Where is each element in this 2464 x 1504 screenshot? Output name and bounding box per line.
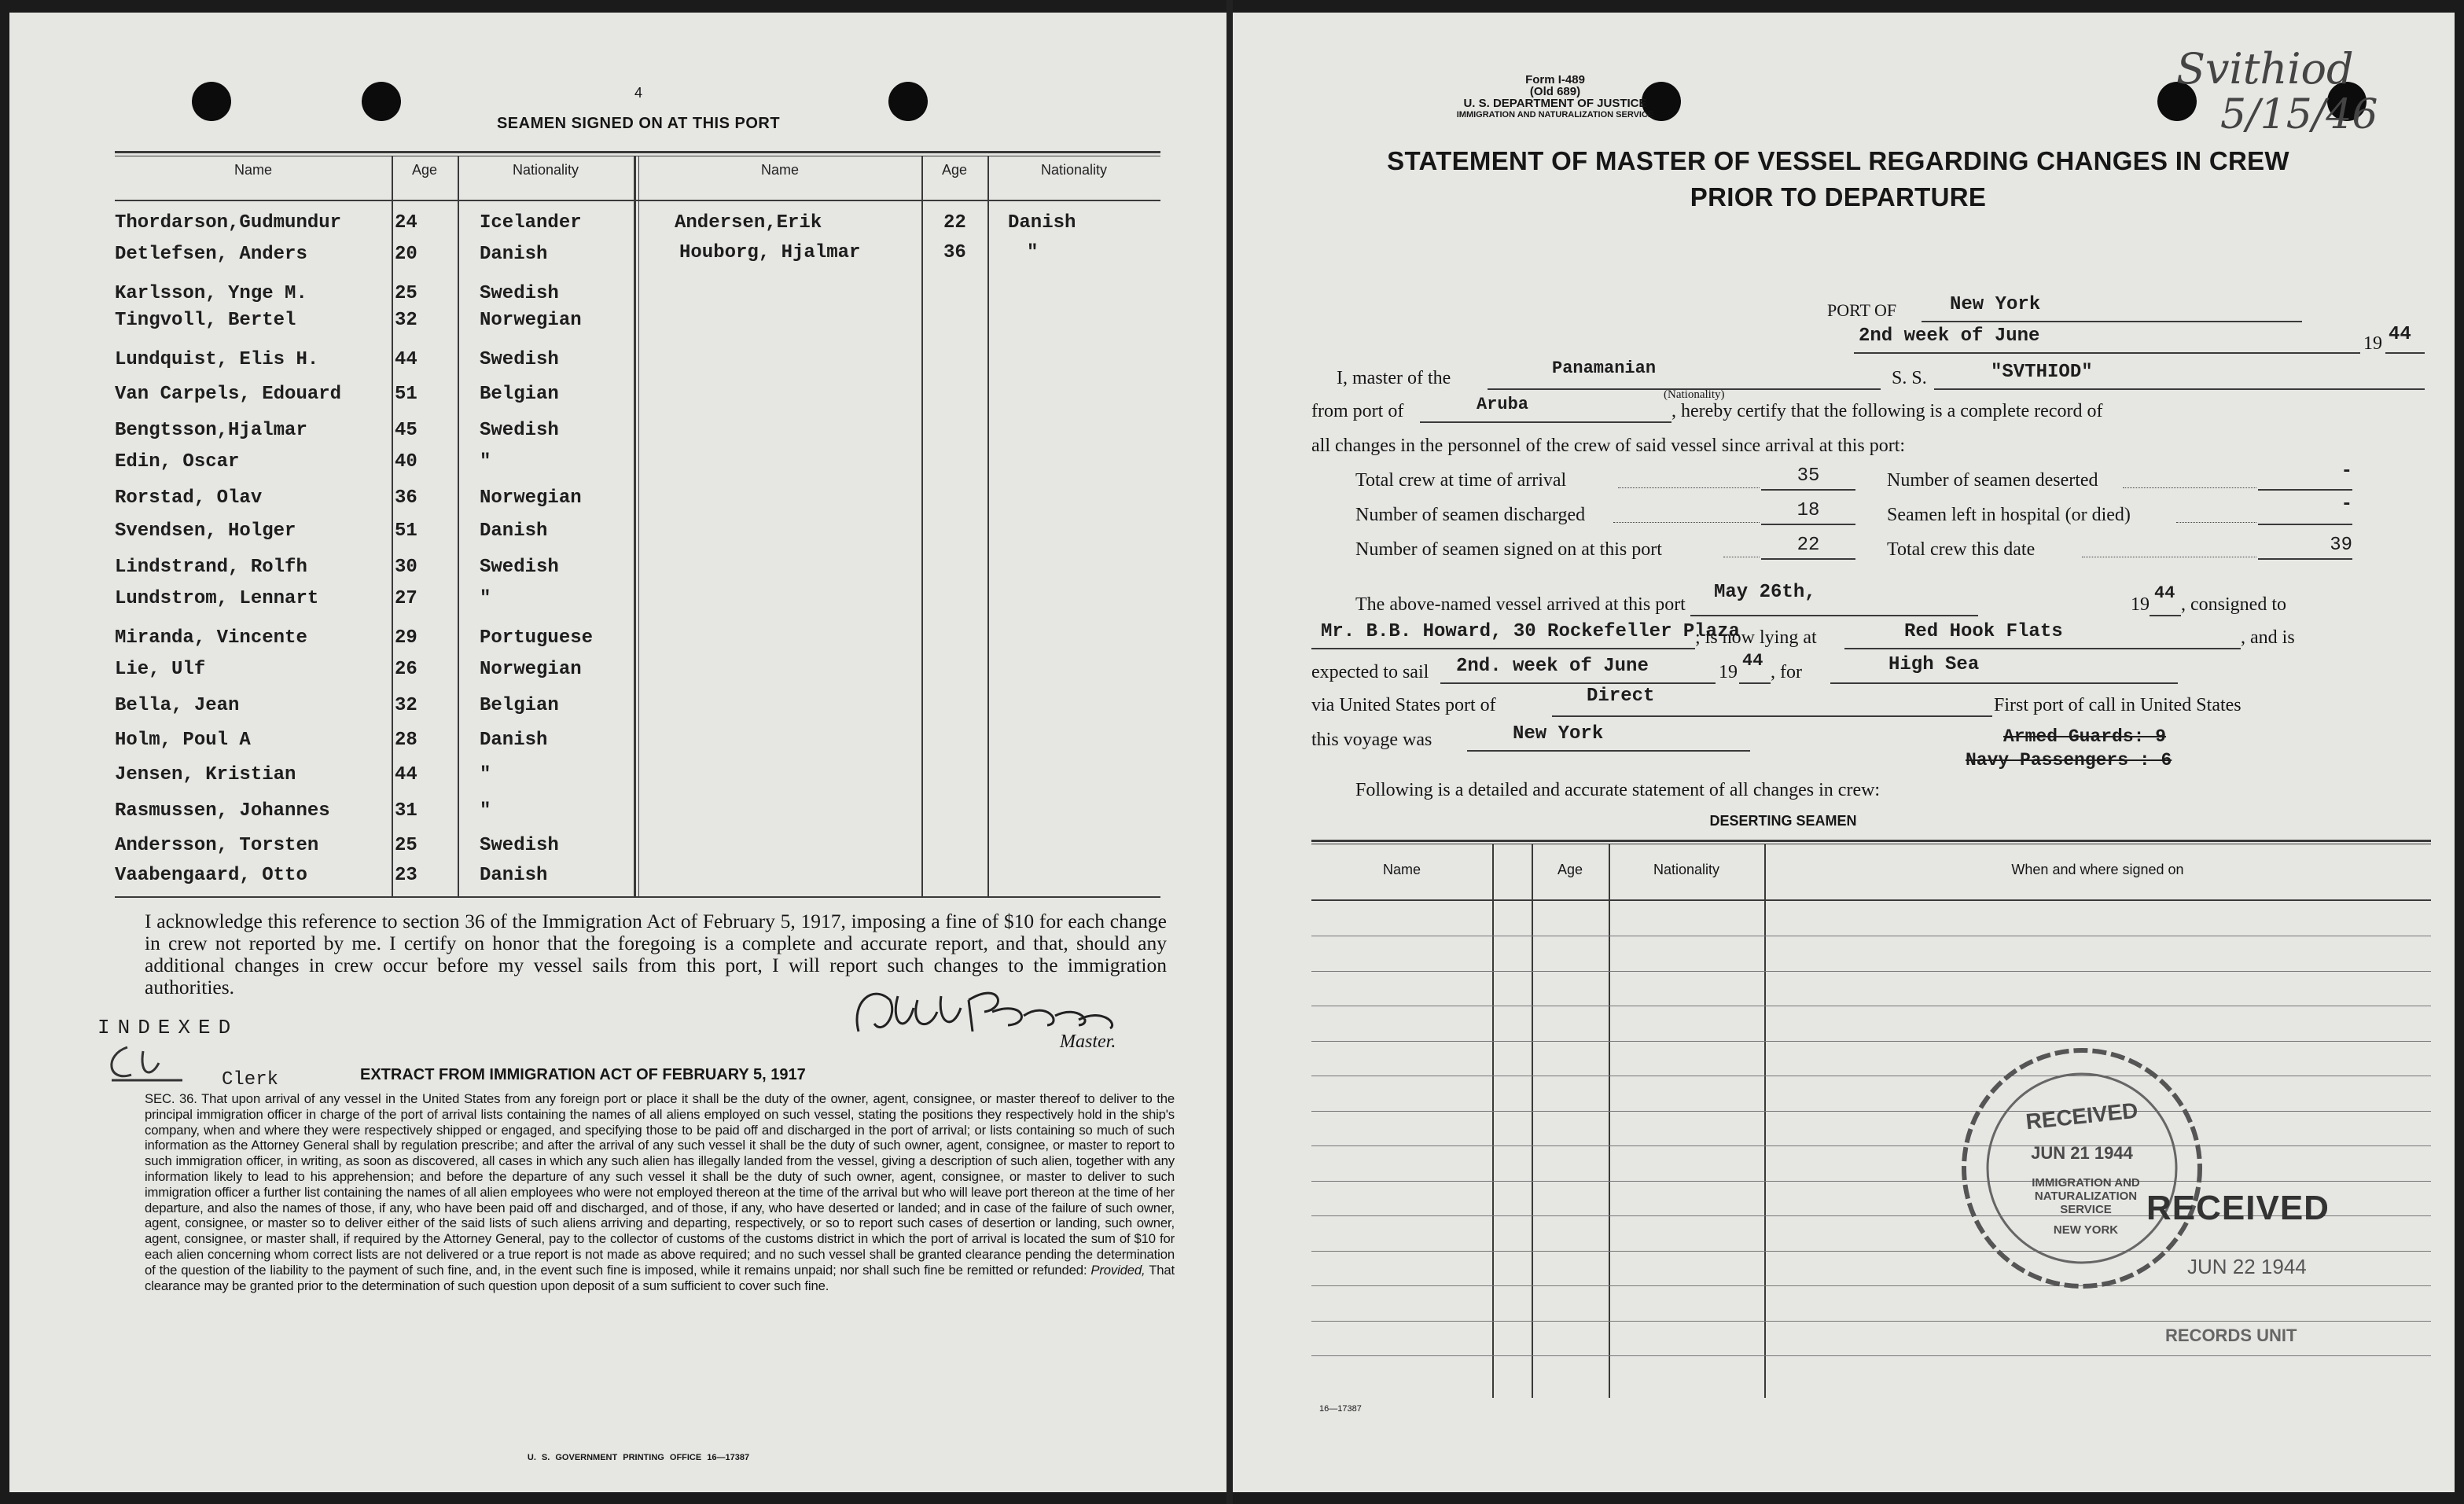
desert-header-name: Name — [1382, 862, 1421, 877]
crew-nationality: Swedish — [480, 835, 559, 856]
year-value: 44 — [2389, 324, 2411, 345]
crew-nationality: Danish — [480, 730, 548, 751]
for-value: High Sea — [1888, 654, 1980, 675]
table-row — [115, 415, 1160, 447]
title-line-2: PRIOR TO DEPARTURE — [1690, 182, 1987, 211]
header-nationality: Nationality — [512, 162, 579, 178]
header-nationality-2: Nationality — [1040, 162, 1108, 178]
date-value: 2nd week of June — [1859, 325, 2040, 347]
crew-nationality: Norwegian — [480, 487, 582, 509]
crew-nationality: Icelander — [480, 212, 582, 234]
table-row — [115, 208, 1160, 239]
table-row — [115, 796, 1160, 827]
extract-text — [145, 1091, 1175, 1293]
crew-age: 45 — [395, 420, 417, 441]
header-name-2: Name — [760, 162, 799, 178]
crew-age: 27 — [395, 588, 417, 609]
navy-passengers: Navy Passengers : 6 — [1966, 750, 2172, 770]
arrived-year-prefix: 19 — [2131, 594, 2150, 615]
crew-name: Houborg, Hjalmar — [679, 242, 861, 263]
table-row — [1311, 1321, 2431, 1322]
crew-name: Tingvoll, Bertel — [115, 310, 296, 331]
table-row — [115, 725, 1160, 756]
crew-name: Bella, Jean — [115, 695, 240, 716]
vessel-value: "SVTHIOD" — [1991, 362, 2093, 383]
page-number: 4 — [634, 85, 642, 101]
arrived-label: The above-named vessel arrived at this port — [1355, 594, 1686, 615]
master-label: Master. — [1060, 1031, 1116, 1052]
form-old: (Old 689) — [1529, 85, 1581, 98]
printer-line: U. S. GOVERNMENT PRINTING OFFICE 16—17387 — [527, 1453, 750, 1462]
crew-name: Detlefsen, Anders — [115, 244, 307, 265]
crew-nationality: Norwegian — [480, 310, 582, 331]
crew-name: Lundstrom, Lennart — [115, 588, 319, 609]
consigned-label: , consigned to — [2181, 594, 2286, 615]
signed-on-label: Number of seamen signed on at this port — [1355, 539, 1662, 560]
crew-name: Thordarson,Gudmundur — [115, 212, 342, 234]
stamp-date-2: JUN 22 1944 — [2187, 1255, 2307, 1278]
extract-title: EXTRACT FROM IMMIGRATION ACT OF FEBRUARY 5, 1917 — [360, 1066, 806, 1083]
arrived-value: May 26th, — [1714, 582, 1816, 603]
stamp-received-small: RECEIVED — [2025, 1098, 2139, 1134]
table-row — [1311, 1041, 2431, 1042]
crew-name: Rorstad, Olav — [115, 487, 263, 509]
table-row — [1311, 1111, 2431, 1112]
form-number: Form I-489 — [1525, 73, 1585, 86]
table-row — [1311, 971, 2431, 972]
extract-tail: That clearance may be granted prior to the determination of such question upon deposit of a sum sufficient to cover such fine. — [145, 1262, 1175, 1293]
table-row — [115, 623, 1160, 654]
crew-nationality: Swedish — [480, 349, 559, 370]
crew-name: Edin, Oscar — [115, 451, 240, 473]
table-row — [115, 305, 1160, 336]
crew-name: Miranda, Vincente — [115, 627, 307, 649]
year-prefix: 19 — [2363, 333, 2382, 354]
table-row — [1311, 1181, 2431, 1182]
port-label: PORT OF — [1827, 300, 1897, 320]
crew-nationality: " — [480, 588, 491, 609]
arrived-year-value: 44 — [2154, 583, 2175, 603]
crew-nationality: " — [480, 800, 491, 822]
crew-name: Rasmussen, Johannes — [115, 800, 330, 822]
crew-name: Bengtsson,Hjalmar — [115, 420, 307, 441]
crew-name: Svendsen, Holger — [115, 520, 296, 542]
via-value: Direct — [1587, 686, 1655, 707]
crew-age: 31 — [395, 800, 417, 822]
crew-nationality: Portuguese — [480, 627, 594, 649]
title-line-1: STATEMENT OF MASTER OF VESSEL REGARDING CHANGES IN CREW — [1387, 146, 2289, 175]
expected-value: 2nd. week of June — [1456, 656, 1649, 677]
header-name: Name — [234, 162, 272, 178]
crew-age: 23 — [395, 865, 417, 886]
crew-age: 40 — [395, 451, 417, 473]
crew-age: 28 — [395, 730, 417, 751]
total-crew-label: Total crew at time of arrival — [1355, 470, 1567, 491]
crew-nationality: Swedish — [480, 283, 559, 304]
header-age: Age — [411, 162, 438, 178]
via-label: via United States port of — [1311, 695, 1496, 715]
acknowledgment-text: I acknowledge this reference to section 36 of the Immigration Act of February 5, 1917, imposing a fine of $10 for each change in crew not reported by me. I certify on honor that the foregoing is a complete and accurate report, and that, should any additional changes in crew occur before my vessel sails from this port, I will report such changes to the immigration authorities. — [145, 910, 1167, 998]
deserted-value: - — [2341, 461, 2352, 482]
total-crew-value: 35 — [1797, 465, 1820, 487]
crew-age: 36 — [943, 242, 966, 263]
table-row — [115, 830, 1160, 862]
crew-name: Jensen, Kristian — [115, 764, 296, 785]
page-title — [1296, 143, 2381, 215]
crew-age: 32 — [395, 695, 417, 716]
crew-name: Vaabengaard, Otto — [115, 865, 307, 886]
desert-header-age: Age — [1557, 862, 1583, 877]
crew-age: 32 — [395, 310, 417, 331]
table-row — [1311, 1251, 2431, 1252]
nationality-value: Panamanian — [1552, 359, 1657, 378]
armed-guards: Armed Guards: 9 — [2003, 726, 2167, 747]
handwritten-vessel: Svithiod — [2176, 44, 2354, 94]
stamp-received-big: RECEIVED — [2146, 1189, 2330, 1227]
crew-name: Andersson, Torsten — [115, 835, 319, 856]
binder-hole — [192, 82, 231, 121]
indexed-stamp: INDEXED — [97, 1016, 239, 1039]
table-row — [115, 759, 1160, 791]
desert-header-nationality: Nationality — [1653, 862, 1720, 877]
discharged-label: Number of seamen discharged — [1355, 505, 1586, 525]
table-row — [115, 516, 1160, 547]
crew-name: Karlsson, Ynge M. — [115, 283, 307, 304]
nationality-caption: (Nationality) — [1664, 388, 1725, 401]
deserting-seamen-table — [1311, 840, 2431, 1398]
table-row — [115, 583, 1160, 615]
total-date-label: Total crew this date — [1887, 539, 2036, 560]
stamp-date: JUN 21 1944 — [2031, 1143, 2133, 1163]
lying-value: Red Hook Flats — [1904, 621, 2063, 642]
crew-name: Van Carpels, Edouard — [115, 384, 342, 405]
following-text: Following is a detailed and accurate statement of all changes in crew: — [1355, 780, 1881, 800]
crew-age: 29 — [395, 627, 417, 649]
crew-age: 44 — [395, 349, 417, 370]
consignee-value: Mr. B.B. Howard, 30 Rockefeller Plaza — [1321, 621, 1740, 642]
signed-on-value: 22 — [1797, 535, 1820, 556]
page-fold — [1226, 0, 1233, 1504]
for-label: , for — [1771, 662, 1802, 682]
section-title: SEAMEN SIGNED ON AT THIS PORT — [496, 115, 781, 132]
expected-year-value: 44 — [1742, 651, 1763, 671]
crew-nationality: " — [1027, 242, 1039, 263]
crew-nationality: Danish — [480, 865, 548, 886]
crew-nationality: Swedish — [480, 420, 559, 441]
and-is: , and is — [2241, 627, 2295, 648]
table-row — [1311, 1285, 2431, 1286]
all-changes-text: all changes in the personnel of the crew of said vessel since arrival at this port: — [1311, 436, 1906, 456]
hospital-value: - — [2341, 494, 2352, 515]
extract-provided: Provided, — [1090, 1262, 1146, 1278]
hospital-label: Seamen left in hospital (or died) — [1887, 505, 2131, 525]
crew-nationality: Danish — [480, 244, 548, 265]
table-row — [1311, 1355, 2431, 1356]
certify-text: , hereby certify that the following is a complete record of — [1671, 401, 2103, 421]
crew-age: 20 — [395, 244, 417, 265]
voyage-label: this voyage was — [1311, 730, 1432, 750]
form-header — [1390, 74, 1720, 121]
table-row — [115, 483, 1160, 514]
table-row — [115, 344, 1160, 376]
crew-nationality: Danish — [480, 520, 548, 542]
crew-age: 25 — [395, 283, 417, 304]
header-age-2: Age — [941, 162, 968, 178]
from-port-value: Aruba — [1477, 395, 1529, 414]
table-row — [115, 237, 1160, 269]
crew-age: 51 — [395, 384, 417, 405]
crew-nationality: " — [480, 451, 491, 473]
stamp-service: IMMIGRATION AND NATURALIZATION SERVICE — [2032, 1176, 2140, 1216]
deserting-title: DESERTING SEAMEN — [1709, 813, 1857, 829]
crew-age: 24 — [395, 212, 417, 234]
crew-age: 22 — [943, 212, 966, 234]
crew-nationality: Belgian — [480, 695, 559, 716]
circular-stamp-ring — [1956, 1043, 2208, 1294]
first-call-label: First port of call in United States — [1994, 695, 2242, 715]
clerk-initials — [96, 1039, 190, 1087]
crew-nationality: " — [480, 764, 491, 785]
discharged-value: 18 — [1797, 500, 1820, 521]
clerk-label: Clerk — [222, 1069, 279, 1090]
left-page — [9, 13, 1226, 1492]
crew-nationality: Belgian — [480, 384, 559, 405]
crew-name: Lindstrand, Rolfh — [115, 557, 307, 578]
master-line-label: I, master of the — [1337, 368, 1451, 388]
deserted-label: Number of seamen deserted — [1887, 470, 2098, 491]
desert-header-signed-on: When and where signed on — [2011, 862, 2184, 877]
crew-name: Lundquist, Elis H. — [115, 349, 319, 370]
extract-body: SEC. 36. That upon arrival of any vessel in the United States from any foreign port or place it shall be the duty of the owner, agent, consignee, or master thereof to deliver to the principal immigration officer in charge of the port of arrival lists containing the names of all aliens employed on such vessel, stating the positions they respectively hold in the ship's company, when and where they were respectively shipped or engaged, and specifying those to be paid off and discharged in the port of arrival; or lists containing so much of such information as the Attorney General shall by regulation prescribe; and after the arrival of any such vessel it shall be the duty of such owner, agent, consignee, or master to report to such immigration officer, in writing, as soon as discovered, all cases in which any such alien has illegally landed from the vessel, giving a description of such alien, together with any information likely to lead to his apprehension; and before the departure of any such vessel it shall be the duty of such owner, agent, consignee, or master to deliver to such immigration officer a further list containing the names of all alien employees who were not employed thereon at the time of the arrival but who will leave port thereon at the time of her departure, and also the names of those, if any, who have been paid off and discharged, and of those, if any, who have deserted or landed; and in case of the failure of such owner, agent, consignee, or master so to deliver either of the said lists of such aliens arriving and departing, respectively, or so to report such cases of desertion or landing, such owner, agent, consignee, or master shall, if required by the Attorney General, pay to the collector of customs of the customs district in which the port of arrival is located the sum of $10 for each alien concerning whom correct lists are not delivered or a true report is not made as above required; and no such vessel shall be granted clearance pending the determination of the question of the liability to the payment of such fine, and, in the event such fine is imposed, while it remains unpaid; nor shall such fine be remitted or refunded: — [145, 1091, 1175, 1278]
expected-year-prefix: 19 — [1719, 662, 1738, 682]
service: IMMIGRATION AND NATURALIZATION SERVICE — [1456, 110, 1654, 120]
crew-name: Lie, Ulf — [115, 659, 206, 680]
table-row — [115, 379, 1160, 410]
form-code: 16—17387 — [1319, 1404, 1362, 1414]
port-value: New York — [1950, 294, 2041, 315]
crew-name: Andersen,Erik — [675, 212, 822, 234]
vessel-prefix: S. S. — [1892, 368, 1927, 388]
table-row — [115, 860, 1160, 892]
stamp-city: NEW YORK — [2053, 1223, 2119, 1237]
crew-nationality: Swedish — [480, 557, 559, 578]
seamen-signed-on-table — [115, 151, 1160, 898]
from-port-label: from port of — [1311, 401, 1404, 421]
lying-label: ; is now lying at — [1695, 627, 1817, 648]
crew-age: 30 — [395, 557, 417, 578]
table-row — [1311, 1145, 2431, 1146]
crew-age: 44 — [395, 764, 417, 785]
department: U. S. DEPARTMENT OF JUSTICE — [1463, 97, 1647, 110]
stamp-records-unit: RECORDS UNIT — [2165, 1326, 2297, 1345]
crew-age: 36 — [395, 487, 417, 509]
table-row — [115, 552, 1160, 583]
handwritten-date: 5/15/46 — [2220, 91, 2378, 138]
crew-nationality: Norwegian — [480, 659, 582, 680]
table-row — [115, 654, 1160, 686]
crew-name: Holm, Poul A — [115, 730, 251, 751]
table-row — [115, 447, 1160, 478]
total-date-value: 39 — [2330, 535, 2352, 556]
expected-label: expected to sail — [1311, 662, 1429, 682]
table-row — [115, 690, 1160, 722]
crew-age: 26 — [395, 659, 417, 680]
right-page — [1233, 13, 2455, 1492]
crew-nationality: Danish — [1008, 212, 1076, 234]
crew-age: 51 — [395, 520, 417, 542]
crew-age: 25 — [395, 835, 417, 856]
voyage-value: New York — [1513, 723, 1604, 745]
